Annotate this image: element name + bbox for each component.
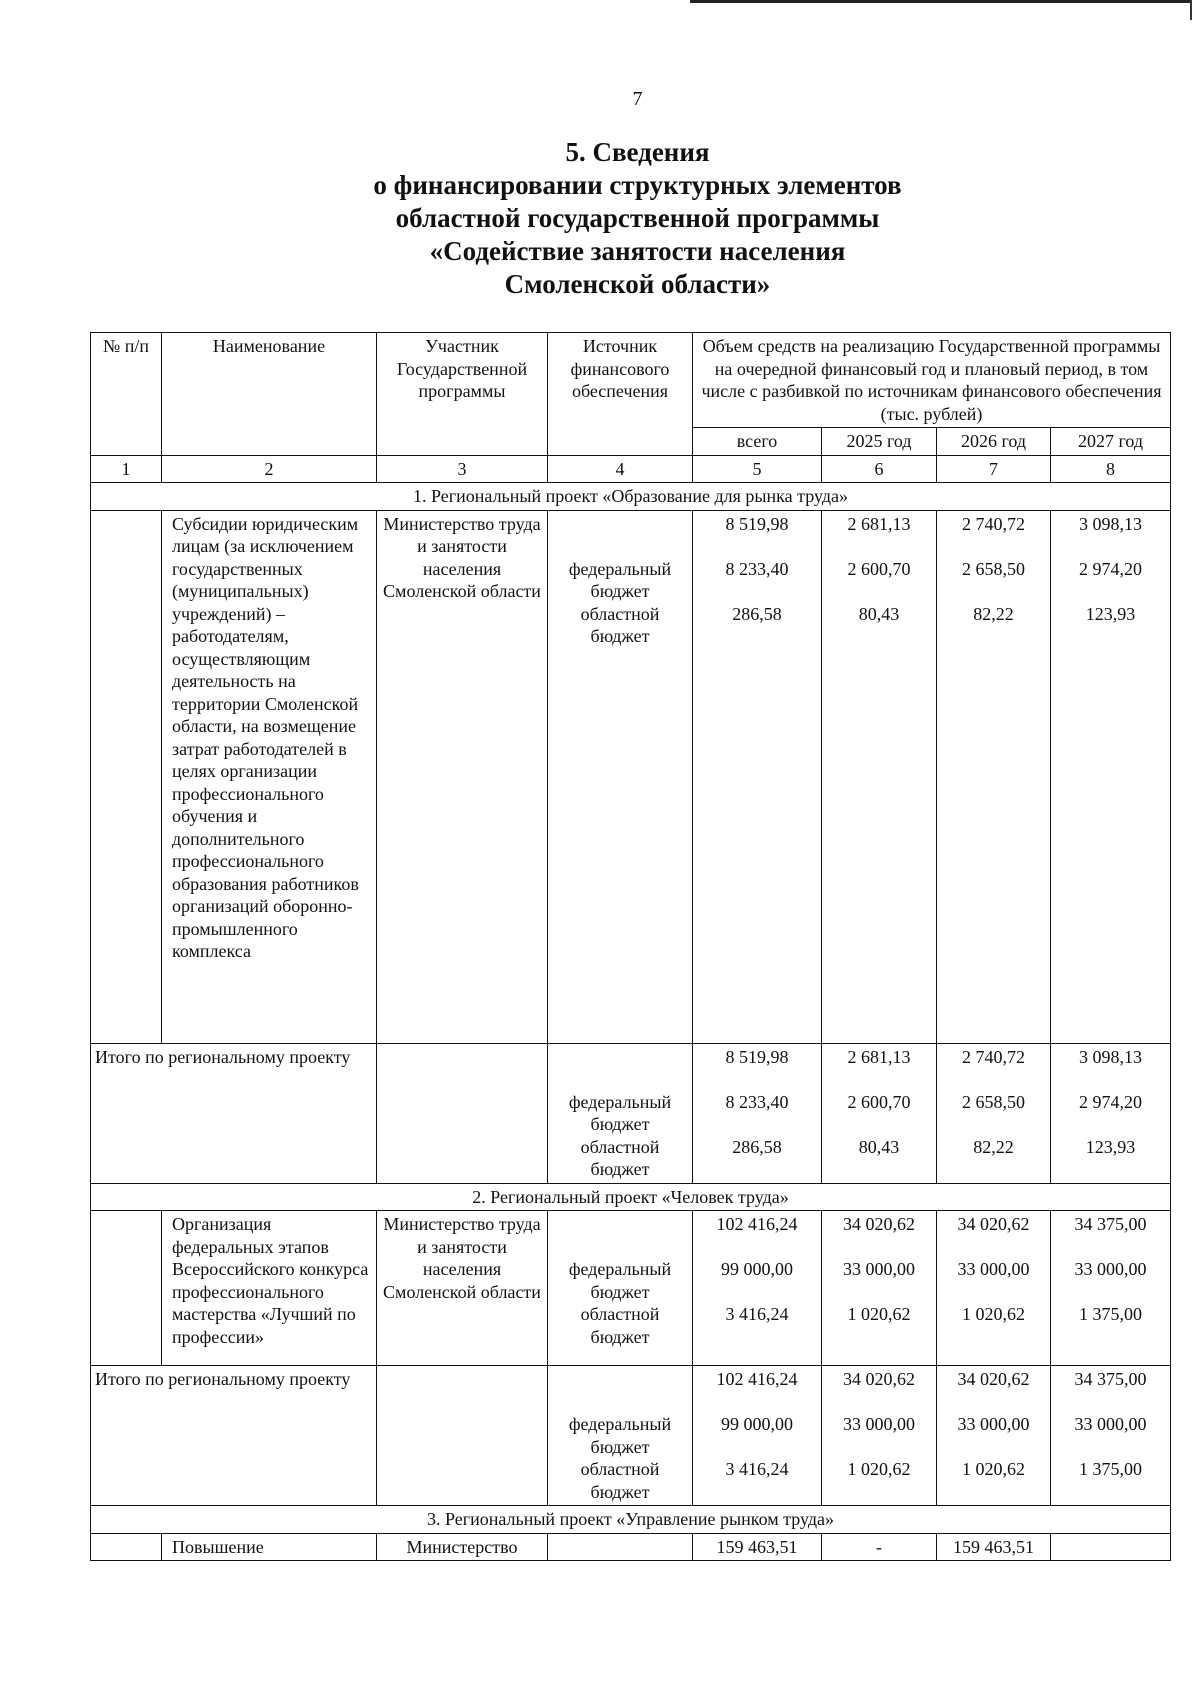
item-number <box>91 510 162 1043</box>
value-all: 102 416,24 <box>716 1214 798 1234</box>
source-regional: областной бюджет <box>580 1459 660 1502</box>
value-all: 102 416,24 <box>716 1369 798 1389</box>
value-regional: 1 375,00 <box>1079 1459 1142 1479</box>
value-regional: 1 020,62 <box>847 1304 911 1324</box>
source-federal: федеральный бюджет <box>568 1259 672 1302</box>
value-regional: 80,43 <box>858 603 900 624</box>
value-regional: 82,22 <box>973 1136 1014 1157</box>
value-all: 2 681,13 <box>847 513 911 534</box>
item-2027 <box>1051 510 1171 1043</box>
value-all: 3 098,13 <box>1079 1046 1142 1067</box>
header-volume: Объем средств на реализацию Государственной программы на очередной финансовый год и плановый период, в том числе с разбивкой по источникам финансового обеспечения (тыс. рублей) <box>693 333 1171 428</box>
header-row <box>91 333 1171 428</box>
section-title-row <box>91 1183 1171 1211</box>
header-source: Источник финансового обеспечения <box>548 333 693 456</box>
source-regional: областной бюджет <box>580 603 660 646</box>
financing-table <box>90 332 1171 1561</box>
value-all: 34 020,62 <box>957 1369 1030 1389</box>
value-regional: 1 020,62 <box>962 1304 1025 1324</box>
section-title: 2. Региональный проект «Человек труда» <box>91 1183 1171 1211</box>
col-number: 2 <box>162 455 377 483</box>
subtotal-participant <box>377 1366 548 1506</box>
source-total <box>552 1213 688 1236</box>
item-2026 <box>937 510 1051 1043</box>
value-federal: 33 000,00 <box>1074 1414 1147 1434</box>
col-number: 1 <box>91 455 162 483</box>
value-regional: 123,93 <box>1085 1136 1136 1157</box>
value-all: 34 375,00 <box>1074 1369 1147 1389</box>
item-2025 <box>822 1211 937 1366</box>
section-title: 3. Региональный проект «Управление рынком труда» <box>91 1506 1171 1534</box>
item-sources <box>548 1211 693 1366</box>
value-regional: 3 416,24 <box>725 1304 789 1324</box>
section-title-row <box>91 1506 1171 1534</box>
source-regional: областной бюджет <box>580 1304 660 1347</box>
value-all: 8 519,98 <box>725 1046 789 1067</box>
value-federal: 33 000,00 <box>843 1259 915 1279</box>
subtotal-2027 <box>1051 1366 1171 1506</box>
value-federal: 8 233,40 <box>725 558 789 579</box>
item-name: Организация федеральных этапов Всероссийского конкурса профессионального мастерства «Лучший по профессии» <box>162 1211 377 1366</box>
section-title-row <box>91 483 1171 511</box>
title-line-1: 5. Сведения <box>565 137 710 167</box>
col-number: 7 <box>937 455 1051 483</box>
header-participant: Участник Государственной программы <box>377 333 548 456</box>
item-number <box>91 1211 162 1366</box>
value-regional: 1 375,00 <box>1079 1304 1142 1324</box>
value-regional: 82,22 <box>973 603 1014 624</box>
value-all: 8 519,98 <box>725 513 789 534</box>
item-name: Повышение <box>162 1533 377 1561</box>
col-number: 3 <box>377 455 548 483</box>
value-federal: 2 974,20 <box>1079 558 1142 579</box>
item-2026 <box>937 1211 1051 1366</box>
col-number: 4 <box>548 455 693 483</box>
subtotal-total <box>693 1366 822 1506</box>
item-participant: Министерство труда и занятости населения Смоленской области <box>377 1211 548 1366</box>
value-federal: 33 000,00 <box>843 1414 915 1434</box>
value-all: 2 740,72 <box>962 1046 1025 1067</box>
value-all: 34 020,62 <box>843 1369 915 1389</box>
subtotal-sources <box>548 1043 693 1183</box>
value-federal: 2 974,20 <box>1079 1091 1142 1112</box>
subtotal-label: Итого по региональному проекту <box>91 1366 377 1506</box>
item-sources <box>548 510 693 1043</box>
value-all: 2 681,13 <box>847 1046 911 1067</box>
section-title: 1. Региональный проект «Образование для рынка труда» <box>91 483 1171 511</box>
value-federal: 33 000,00 <box>957 1259 1030 1279</box>
subtotal-2026 <box>937 1043 1051 1183</box>
value-regional: 286,58 <box>732 1136 782 1157</box>
title-line-2: о финансировании структурных элементов <box>373 170 902 200</box>
value-all: 34 020,62 <box>957 1214 1030 1234</box>
value-federal: 99 000,00 <box>721 1259 793 1279</box>
column-numbers-row <box>91 455 1171 483</box>
title-line-4: «Содействие занятости населения <box>429 236 846 266</box>
value-all: 2 740,72 <box>962 513 1025 534</box>
header-name: Наименование <box>162 333 377 456</box>
item-total: 159 463,51 <box>693 1533 822 1561</box>
value-regional: 123,93 <box>1085 603 1136 624</box>
subtotal-participant <box>377 1043 548 1183</box>
item-source <box>548 1533 693 1561</box>
source-total <box>552 1368 688 1391</box>
subtotal-row <box>91 1043 1171 1183</box>
item-number <box>91 1533 162 1561</box>
scan-artifact-top <box>690 0 1190 7</box>
value-regional: 286,58 <box>732 603 782 624</box>
subtotal-2025 <box>822 1366 937 1506</box>
value-all: 3 098,13 <box>1079 513 1142 534</box>
value-federal: 8 233,40 <box>725 1091 789 1112</box>
title-line-3: областной государственной программы <box>395 203 880 233</box>
col-number: 6 <box>822 455 937 483</box>
subtotal-2025 <box>822 1043 937 1183</box>
source-total <box>552 513 688 536</box>
value-federal: 2 600,70 <box>847 1091 911 1112</box>
item-2026: 159 463,51 <box>937 1533 1051 1561</box>
value-all: 34 020,62 <box>843 1214 915 1234</box>
item-2025: - <box>822 1533 937 1561</box>
table-row <box>91 510 1171 1043</box>
source-regional: областной бюджет <box>580 1136 660 1179</box>
value-all: 34 375,00 <box>1074 1214 1147 1234</box>
header-num: № п/п <box>91 333 162 456</box>
value-regional: 3 416,24 <box>725 1459 789 1479</box>
item-participant: Министерство труда и занятости населения Смоленской области <box>377 510 548 1043</box>
table-row <box>91 1211 1171 1366</box>
subtotal-2027 <box>1051 1043 1171 1183</box>
header-2025: 2025 год <box>822 428 937 456</box>
item-2027 <box>1051 1533 1171 1561</box>
subtotal-2026 <box>937 1366 1051 1506</box>
header-total: всего <box>693 428 822 456</box>
value-regional: 80,43 <box>858 1136 900 1157</box>
title-line-5: Смоленской области» <box>504 269 771 299</box>
scan-artifact-right <box>1190 0 1192 20</box>
header-2026: 2026 год <box>937 428 1051 456</box>
value-federal: 2 658,50 <box>962 558 1025 579</box>
value-federal: 2 600,70 <box>847 558 911 579</box>
source-federal: федеральный бюджет <box>568 558 672 601</box>
subtotal-label: Итого по региональному проекту <box>91 1043 377 1183</box>
header-2027: 2027 год <box>1051 428 1171 456</box>
item-2027 <box>1051 1211 1171 1366</box>
col-number: 8 <box>1051 455 1171 483</box>
value-federal: 99 000,00 <box>721 1414 793 1434</box>
item-total <box>693 1211 822 1366</box>
source-federal: федеральный бюджет <box>568 1091 672 1134</box>
source-total <box>552 1046 688 1069</box>
subtotal-sources <box>548 1366 693 1506</box>
value-regional: 1 020,62 <box>962 1459 1025 1479</box>
source-federal: федеральный бюджет <box>568 1414 672 1457</box>
table-row <box>91 1533 1171 1561</box>
value-federal: 33 000,00 <box>957 1414 1030 1434</box>
page-number: 7 <box>632 88 643 110</box>
col-number: 5 <box>693 455 822 483</box>
value-regional: 1 020,62 <box>847 1459 911 1479</box>
item-participant: Министерство <box>377 1533 548 1561</box>
item-total <box>693 510 822 1043</box>
subtotal-total <box>693 1043 822 1183</box>
item-name: Субсидии юридическим лицам (за исключением государственных (муниципальных) учреждений) – работодателям, осуществляющим деятельность на территории Смоленской области, на возмещение затрат работодателей в целях организации профессионального обучения и дополнительного профессионального образования работников организаций оборонно-промышленного комплекса <box>162 510 377 1043</box>
value-federal: 33 000,00 <box>1074 1259 1147 1279</box>
value-federal: 2 658,50 <box>962 1091 1025 1112</box>
item-2025 <box>822 510 937 1043</box>
subtotal-row <box>91 1366 1171 1506</box>
document-title <box>0 136 1200 301</box>
